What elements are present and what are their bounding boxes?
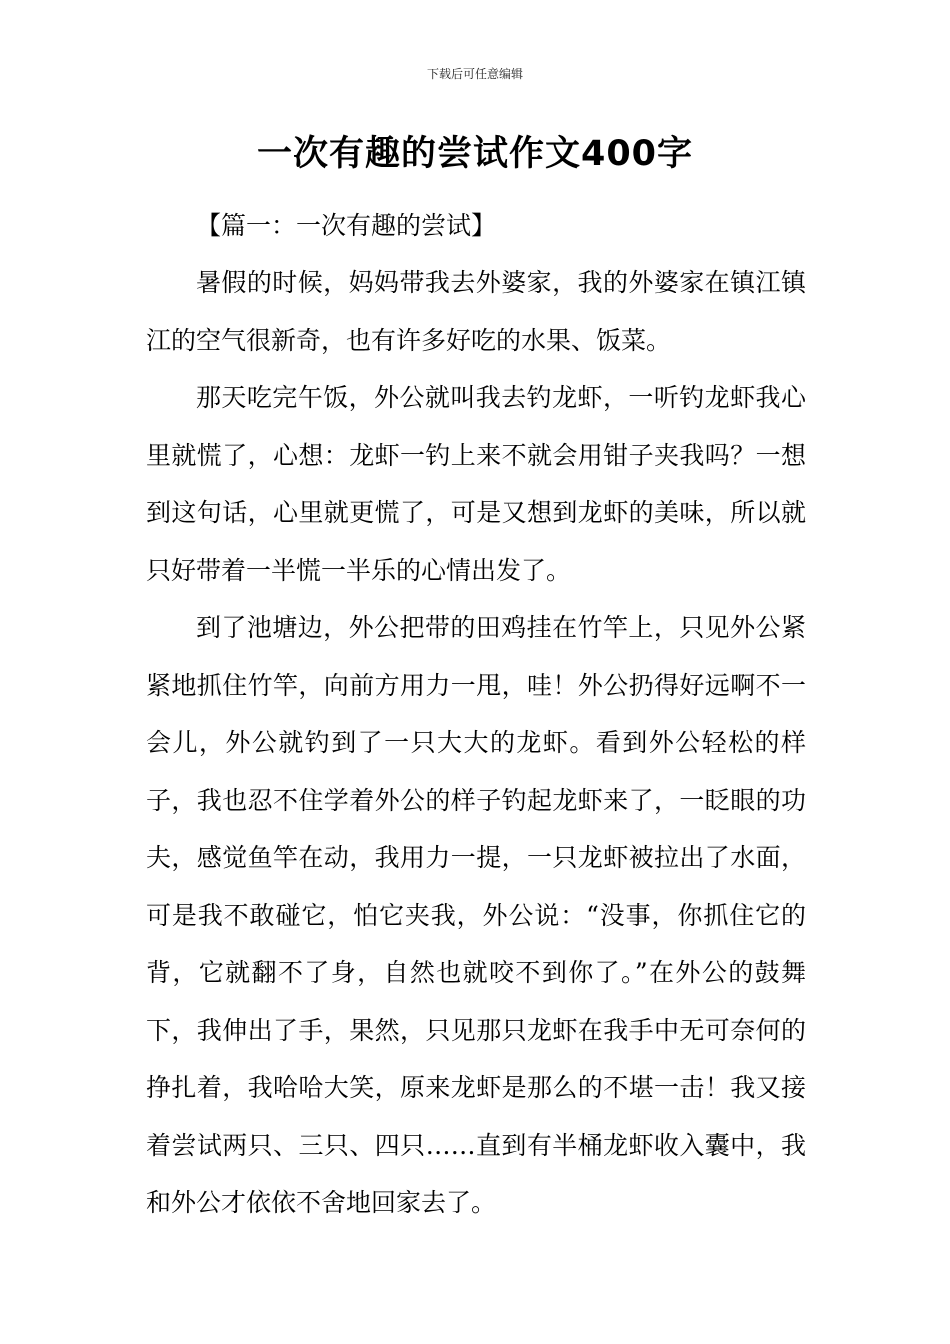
header-note: 下载后可任意编辑 [426,67,523,81]
section-heading: 【篇一：一次有趣的尝试】 [196,211,497,240]
page-title: 一次有趣的尝试作文400字 [256,134,694,174]
paragraph-3: 到了池塘边，外公把带的田鸡挂在竹竿上，只见外公紧紧地抓住竹竿，向前方用力一甩，哇！外公扔得好远啊不一会儿，外公就钓到了一只大大的龙虾。看到外公轻松的样子，我也忍不住学着外公的样子钓起龙虾来了，一眨眼的功夫，感觉鱼竿在动，我用力一提，一只龙虾被拉出了水面，可是我不敢碰它，怕它夹我，外公说：“没事，你抓住它的背，它就翻不了身，自然也就咬不到你了。”在外公的鼓舞下，我伸出了手，果然，只见那只龙虾在我手中无可奈何的挣扎着，我哈哈大笑，原来龙虾是那么的不堪一击！我又接着尝试两只、三只、四只……直到有半桶龙虾收入囊中，我和外公才依依不舍地回家去了。 [146,613,806,1217]
article-body [146,197,806,1232]
paragraph-2: 那天吃完午饭，外公就叫我去钓龙虾，一听钓龙虾我心里就慌了，心想：龙虾一钓上来不就会用钳子夹我吗？一想到这句话，心里就更慌了，可是又想到龙虾的美味，所以就只好带着一半慌一半乐的心情出发了。 [146,383,806,585]
paragraph-1: 暑假的时候，妈妈带我去外婆家，我的外婆家在镇江镇江的空气很新奇，也有许多好吃的水果、饭菜。 [146,268,806,355]
